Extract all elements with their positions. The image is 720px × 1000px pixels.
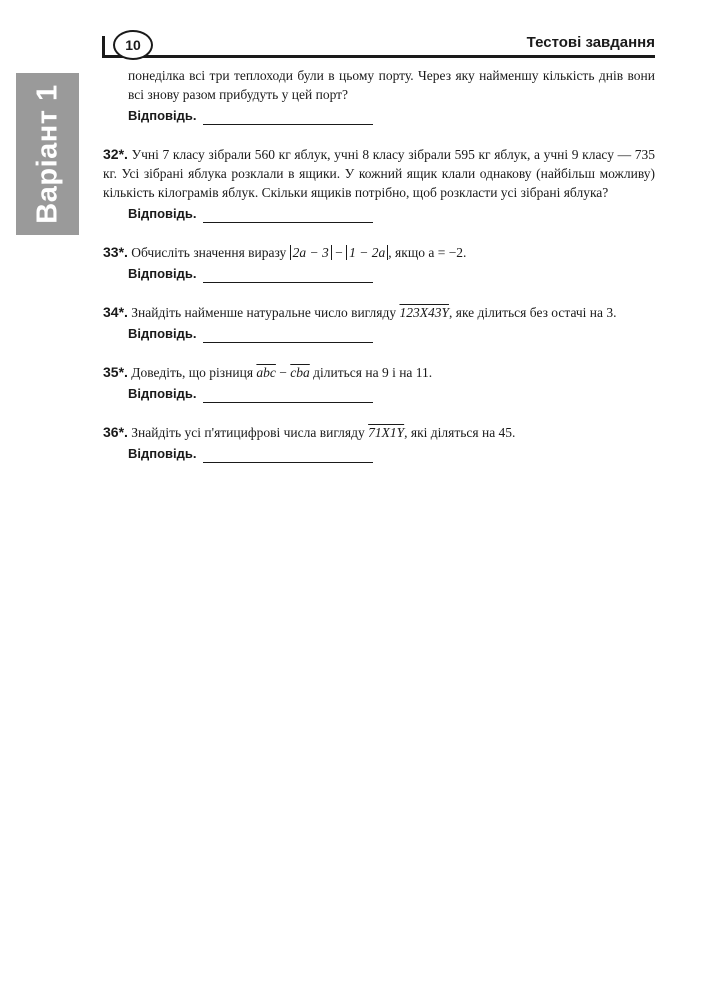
task-body: Знайдіть усі п'ятицифрові числа вигляду [131,425,365,440]
minus-sign: − [279,365,287,380]
task-number: 34*. [103,304,128,320]
task-text [103,303,655,322]
task-34 [103,303,655,343]
answer-input-line[interactable] [203,389,373,403]
task-35 [103,363,655,403]
task-number: 33*. [103,244,128,260]
page-number: 10 [113,30,153,60]
answer-input-line[interactable] [203,269,373,283]
task-number: 32*. [103,146,128,162]
task-text: понеділка всі три теплоходи були в цьому порту. Через яку найменшу кількість днів вони всі знову разом прибудуть у цей порт? [128,68,655,102]
task-32 [103,145,655,223]
minus-sign: − [335,245,343,260]
answer-label: Відповідь. [128,206,197,221]
task-body-end: ділиться на 9 і на 11. [313,365,433,380]
answer-label: Відповідь. [128,108,197,123]
answer-input-line[interactable] [203,329,373,343]
answer-row [103,324,655,343]
answer-row [103,444,655,463]
answer-label: Відповідь. [128,326,197,341]
answer-input-line[interactable] [203,209,373,223]
task-33 [103,243,655,283]
task-body-end: , яке ділиться без остачі на 3. [448,305,617,320]
overlined-number-2: $\overline{cba}$ [290,365,310,380]
abs-expression-1: 2a − 3 [290,245,332,260]
answer-row [103,106,655,125]
variant-label: Варіант 1 [31,84,63,224]
task-body: Учні 7 класу зібрали 560 кг яблук, учні 8 класу зібрали 595 кг яблук, а учні 9 класу — 735 кг. Усі зібрані яблука розклали в ящики. У кожний ящик клали однакову (найбільш можливу) кількість кілограмів яблук. Скільки ящиків потрібно, щоб розкласти усі зібрані яблука? [103,147,656,200]
task-text [103,423,655,442]
header-rule [102,55,655,58]
task-31-continued [103,66,655,125]
answer-input-line[interactable] [203,449,373,463]
answer-label: Відповідь. [128,266,197,281]
overlined-number-1: $\overline{abc}$ [256,365,276,380]
task-text [103,363,655,382]
answer-label: Відповідь. [128,386,197,401]
task-body-end: , які діляться на 45. [404,425,516,440]
abs-expression-2: 1 − 2a [346,245,388,260]
variant-side-tab [16,73,79,235]
section-title: Тестові завдання [526,34,655,51]
header-rule-tick [102,36,105,58]
page-header [102,30,655,60]
task-number: 36*. [103,424,128,440]
task-36 [103,423,655,463]
answer-row [103,204,655,223]
task-body: Знайдіть найменше натуральне число вигляду [131,305,397,320]
answer-row [103,264,655,283]
task-text [103,145,655,202]
task-body: Обчисліть значення виразу [131,245,287,260]
task-body: Доведіть, що різниця [131,365,254,380]
answer-label: Відповідь. [128,446,197,461]
answer-input-line[interactable] [203,111,373,125]
overlined-number: 123X43Y [399,305,449,320]
tasks-content [103,66,655,483]
answer-row [103,384,655,403]
task-text [103,243,655,262]
task-number: 35*. [103,364,128,380]
overlined-number: 71X1Y [368,425,405,440]
task-body-end: , якщо a = −2. [388,245,467,260]
